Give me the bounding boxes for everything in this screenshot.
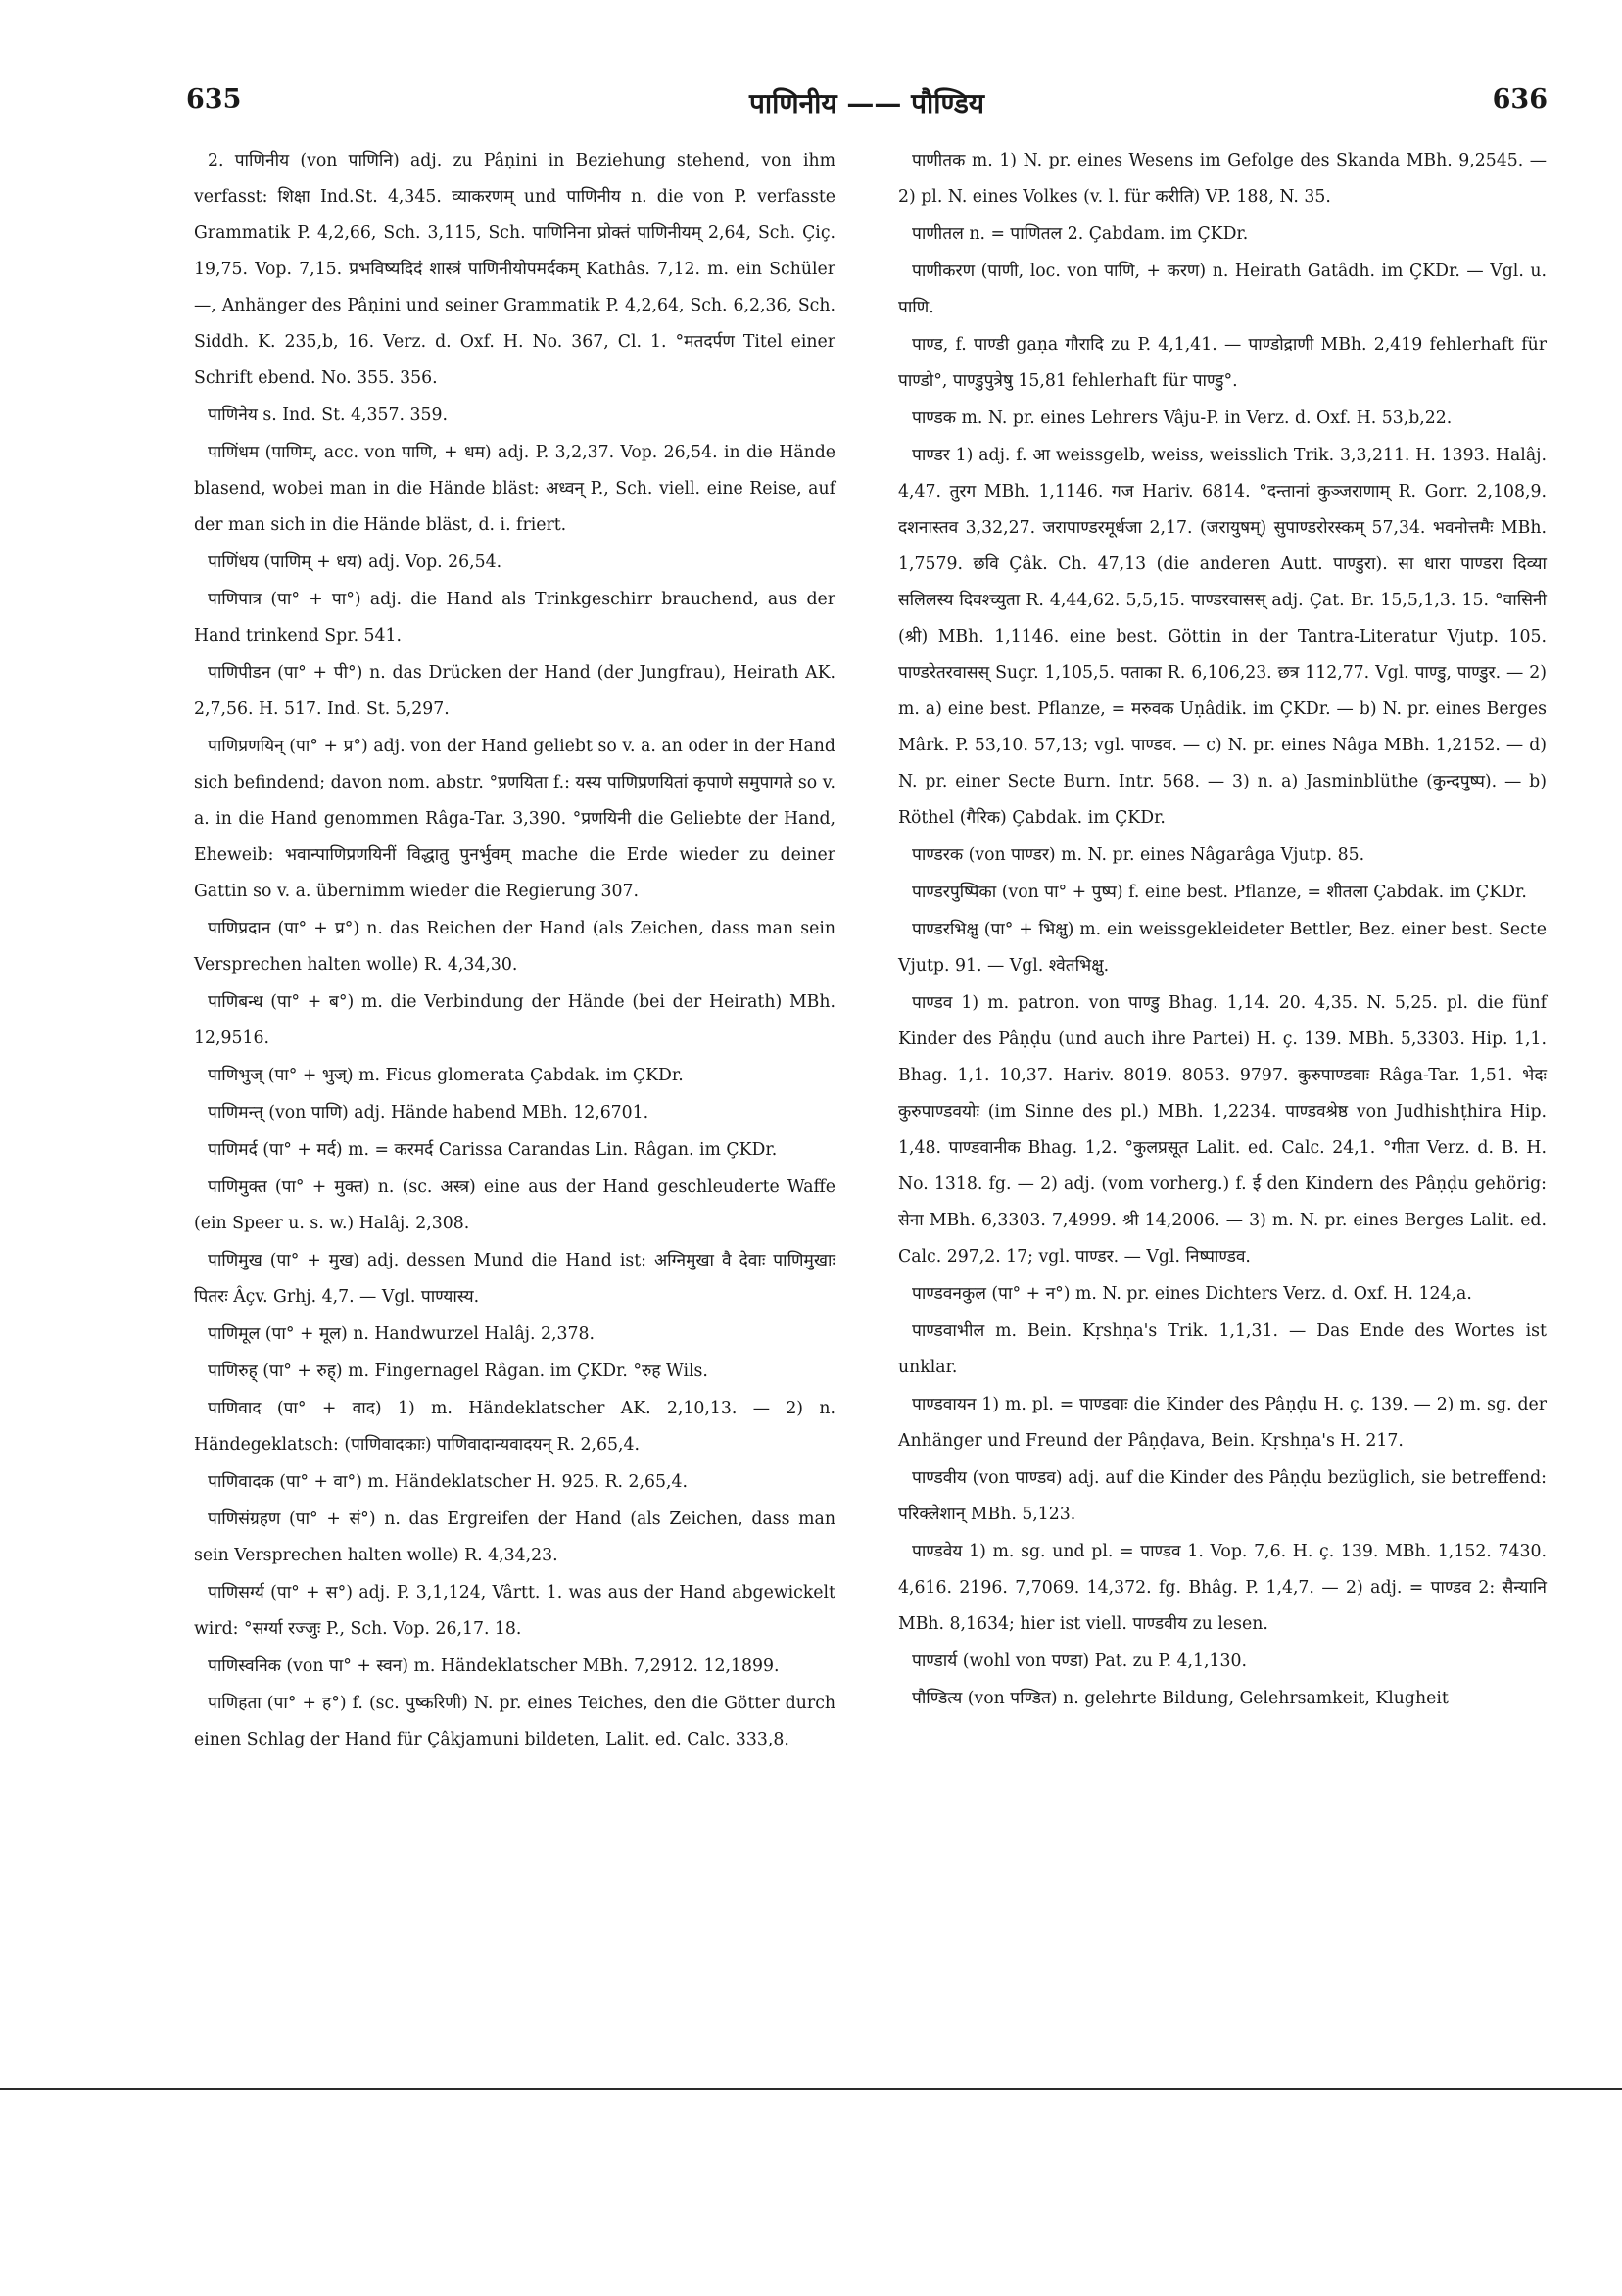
entry-panimdhaya: पाणिंधय (पाणिम् + धय) adj. Vop. 26,54. [208,552,502,572]
page-number-right: 636 [1492,84,1548,115]
running-headwords: पाणिनीय —— पौण्डिय [748,87,985,120]
entry-panikarana: पाणीकरण (पाणी, loc. von पाणि, + करण) n. Heirath Gatâdh. im ÇKDr. — Vgl. u. पाणि. [898,262,1547,317]
entry-panivadaka: पाणिवादक (पा° + वा°) m. Händeklatscher H. 925. R. 2,65,4. [208,1472,688,1492]
entry-panihata: पाणिहता (पा° + ह°) f. (sc. पुष्करिणी) N. pr. eines Teiches, den die Götter durch einen Schlag der Hand für Çâkjamuni bildeten, Lalit. ed. Calc. 333,8. [194,1694,835,1749]
entry-panimant: पाणिमन्त् (von पाणि) adj. Hände habend MBh. 12,6701. [208,1103,649,1123]
entry-panimukta: पाणिमुक्त (पा° + मुक्त) n. (sc. अस्त्र) eine aus der Hand geschleuderte Waffe (ein Speer u. s. w.) Halâj. 2,308. [194,1177,835,1233]
entry-pandara: पाण्डर 1) adj. f. आ weissgelb, weiss, weisslich Trik. 3,3,211. H. 1393. Halâj. 4,47. तुरग MBh. 1,1146. गज Hariv. 6814. °दन्तानां कुञ्जराणाम् R. Gorr. 2,108,9. दशनास्तव 3,32,27. जरापाण्डरमूर्धजा 2,17. (जरायुषम्) सुपाण्डरोरस्कम् 57,34. भवनोत्तमैः MBh. 1,7579. छवि Çâk. Ch. 47,13 (die anderen Autt. पाण्डुरा). सा धारा पाण्डरा दिव्या सलिलस्य दिवश्च्युता R. 4,44,62. 5,5,15. पाण्डरवासस् adj. Çat. Br. 15,5,1,3. 15. °वासिनी (श्री) MBh. 1,1146. eine best. Göttin in der Tantra-Literatur Vjutp. 105. पाण्डरेतरवासस् Suçr. 1,105,5. पताका R. 6,106,23. छत्र 112,77. Vgl. पाण्डु, पाण्डुर. — 2) m. a) eine best. Pflanze, = मरुवक Uṇâdik. im ÇKDr. — b) N. pr. eines Berges Mârk. P. 53,10. 57,13; vgl. पाण्डव. — c) N. pr. eines Nâga MBh. 1,2152. — d) N. pr. einer Secte Burn. Intr. 568. — 3) n. a) Jasminblüthe (कुन्दपुष्प). — b) Röthel (गैरिक) Çabdak. im ÇKDr. [898,446,1547,828]
entry-panivada: पाणिवाद (पा° + वाद) 1) m. Händeklatscher AK. 2,10,13. — 2) n. Händegeklatsch: (पाणिवादकाः) पाणिवादान्यवादयन् R. 2,65,4. [194,1399,835,1455]
entry-panipatra: पाणिपात्र (पा° + पा°) adj. die Hand als Trinkgeschirr brauchend, aus der Hand trinkend Spr. 541. [194,590,835,646]
entry-panda: पाण्ड, f. पाण्डी gaṇa गौरादि zu P. 4,1,41. — पाण्डोद्राणी MBh. 2,419 fehlerhaft für पाण्डो°, पाण्डुपुत्रेषु 15,81 fehlerhaft für पाण्डु°. [898,335,1547,391]
entry-paunditya: पौण्डित्य (von पण्डित) n. gelehrte Bildung, Gelehrsamkeit, Klugheit [912,1689,1449,1708]
entry-pandarya: पाण्डार्य (wohl von पण्डा) Pat. zu P. 4,1,130. [912,1651,1247,1671]
entry-pandaraka: पाण्डरक (von पाण्डर) m. N. pr. eines Nâgarâga Vjutp. 85. [912,845,1365,865]
entry-panisvanika: पाणिस्वनिक (von पा° + स्वन) m. Händeklatscher MBh. 7,2912. 12,1899. [208,1656,780,1676]
entry-panimula: पाणिमूल (पा° + मूल) n. Handwurzel Halâj. 2,378. [208,1324,595,1344]
entry-panitala: पाणीतल n. = पाणितल 2. Çabdam. im ÇKDr. [912,224,1249,244]
left-column [194,143,835,1759]
entry-panipradana: पाणिप्रदान (पा° + प्र°) n. das Reichen der Hand (als Zeichen, dass man sein Versprechen halten wolle) R. 4,34,30. [194,919,835,975]
entry-panibandha: पाणिबन्ध (पा° + ब°) m. die Verbindung der Hände (bei der Heirath) MBh. 12,9516. [194,992,835,1048]
entry-panimarda: पाणिमर्द (पा° + मर्द) m. = करमर्द Carissa Carandas Lin. Râgan. im ÇKDr. [208,1140,778,1160]
entry-pandarabhikshu: पाण्डरभिक्षु (पा° + भिक्षु) m. ein weissgekleideter Bettler, Bez. einer best. Secte Vjutp. 91. — Vgl. श्वेतभिक्षु. [898,920,1547,976]
entry-pandarapushpika: पाण्डरपुष्पिका (von पा° + पुष्प) f. eine best. Pflanze, = शीतला Çabdak. im ÇKDr. [912,883,1527,902]
entry-pandavabhila: पाण्डवाभील m. Bein. Kṛshṇa's Trik. 1,1,31. — Das Ende des Wortes ist unklar. [898,1321,1547,1377]
entry-panipidana: पाणिपीडन (पा° + पी°) n. das Drücken der Hand (der Jungfrau), Heirath AK. 2,7,56. H. 517. Ind. St. 5,297. [194,663,835,719]
entry-panibhuj: पाणिभुज् (पा° + भुज्) m. Ficus glomerata Çabdak. im ÇKDr. [208,1066,684,1085]
entry-pandaka: पाण्डक m. N. pr. eines Lehrers Vâju-P. in Verz. d. Oxf. H. 53,b,22. [912,408,1453,428]
page-header [186,84,1548,123]
entry-paniniya: 2. पाणिनीय (von पाणिनि) adj. zu Pâṇini in Beziehung stehend, von ihm verfasst: शिक्षा Ind.St. 4,345. व्याकरणम् und पाणिनीय n. die von P. verfasste Grammatik P. 4,2,66, Sch. 3,115, Sch. पाणिनिना प्रोक्तं पाणिनीयम् 2,64, Sch. Çiç. 19,75. Vop. 7,15. प्रभविष्यदिदं शास्त्रं पाणिनीयोपमर्दकम् Kathâs. 7,12. m. ein Schüler —, Anhänger des Pâṇini und seiner Grammatik P. 4,2,64, Sch. 6,2,36, Sch. Siddh. K. 235,b, 16. Verz. d. Oxf. H. No. 367, Cl. 1. °मतदर्पण Titel einer Schrift ebend. No. 355. 356. [194,151,835,388]
right-column [898,143,1547,1718]
entry-pandaveya: पाण्डवेय 1) m. sg. und pl. = पाण्डव 1. Vop. 7,6. H. ç. 139. MBh. 1,152. 7430. 4,616. 2196. 7,7069. 14,372. fg. Bhâg. P. 1,4,7. — 2) adj. = पाण्डव 2: सैन्यानि MBh. 8,1634; hier ist viell. पाण्डवीय zu lesen. [898,1542,1547,1634]
entry-panineya: पाणिनेय s. Ind. St. 4,357. 359. [208,406,448,425]
entry-paniruh: पाणिरुह् (पा° + रुह्) m. Fingernagel Râgan. im ÇKDr. °रुह Wils. [208,1362,708,1381]
entry-pandaviya: पाण्डवीय (von पाण्डव) adj. auf die Kinder des Pâṇḍu bezüglich, sie betreffend: परिक्लेशान् MBh. 5,123. [898,1468,1547,1524]
entry-panisargya: पाणिसर्ग्य (पा° + स°) adj. P. 3,1,124, Vârtt. 1. was aus der Hand abgewickelt wird: °सर्ग्या रज्जुः P., Sch. Vop. 26,17. 18. [194,1583,835,1639]
bottom-rule [0,2088,1622,2090]
entry-panipranayin: पाणिप्रणयिन् (पा° + प्र°) adj. von der Hand geliebt so v. a. an oder in der Hand sich befindend; davon nom. abstr. °प्रणयिता f.: यस्य पाणिप्रणयितां कृपाणे समुपागते so v. a. in die Hand genommen Râga-Tar. 3,390. °प्रणयिनी die Geliebte der Hand, Eheweib: भवान्पाणिप्रणयिनीं विद्धातु पुनर्भुवम् mache die Erde wieder zu deiner Gattin so v. a. übernimm wieder die Regierung 307. [194,737,835,901]
page-number-left: 635 [186,84,242,115]
entry-pandavanakula: पाण्डवनकुल (पा° + न°) m. N. pr. eines Dichters Verz. d. Oxf. H. 124,a. [912,1284,1472,1304]
entry-panisamgrahana: पाणिसंग्रहण (पा° + सं°) n. das Ergreifen der Hand (als Zeichen, dass man sein Versprechen halten wolle) R. 4,34,23. [194,1509,835,1565]
entry-pandava: पाण्डव 1) m. patron. von पाण्डु Bhag. 1,14. 20. 4,35. N. 5,25. pl. die fünf Kinder des Pâṇḍu (und auch ihre Partei) H. ç. 139. MBh. 5,3303. Hip. 1,1. Bhag. 1,1. 10,37. Hariv. 8019. 8053. 9797. कुरुपाण्डवाः Râga-Tar. 1,51. भेदः कुरुपाण्डवयोः (im Sinne des pl.) MBh. 1,2234. पाण्डवश्रेष्ठ von Judhishṭhira Hip. 1,48. पाण्डवानीक Bhag. 1,2. °कुलप्रसूत Lalit. ed. Calc. 24,1. °गीता Verz. d. B. H. No. 1318. fg. — 2) adj. (vom vorherg.) f. ई den Kindern des Pâṇḍu gehörig: सेना MBh. 6,3303. 7,4999. श्री 14,2006. — 3) m. N. pr. eines Berges Lalit. ed. Calc. 297,2. 17; vgl. पाण्डर. — Vgl. निष्पाण्डव. [898,993,1547,1267]
entry-panitaka: पाणीतक m. 1) N. pr. eines Wesens im Gefolge des Skanda MBh. 9,2545. — 2) pl. N. eines Volkes (v. l. für करीति) VP. 188, N. 35. [898,151,1547,207]
entry-panimukha: पाणिमुख (पा° + मुख) adj. dessen Mund die Hand ist: अग्निमुखा वै देवाः पाणिमुखाः पितरः Âçv. Grhj. 4,7. — Vgl. पाण्यास्य. [194,1251,835,1307]
entry-panimdhama: पाणिंधम (पाणिम्, acc. von पाणि, + धम) adj. P. 3,2,37. Vop. 26,54. in die Hände blasend, wobei man in die Hände bläst: अध्वन् P., Sch. viell. eine Reise, auf der man sich in die Hände bläst, d. i. friert. [194,443,835,535]
entry-pandavayana: पाण्डवायन 1) m. pl. = पाण्डवाः die Kinder des Pâṇḍu H. ç. 139. — 2) m. sg. der Anhänger und Freund der Pâṇḍava, Bein. Kṛshṇa's H. 217. [898,1395,1547,1451]
